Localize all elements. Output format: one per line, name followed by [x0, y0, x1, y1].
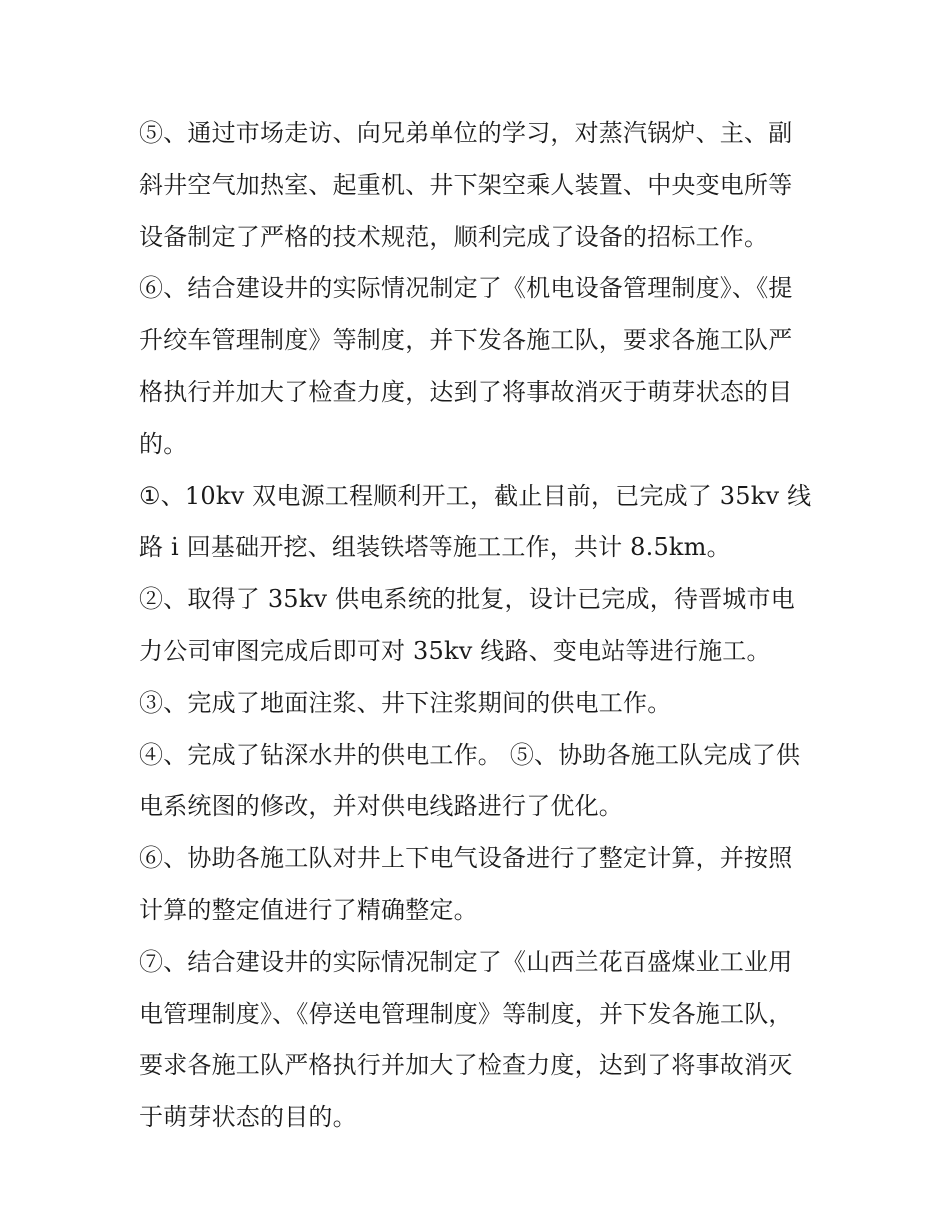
paragraph-equipment-tender: ⑤、通过市场走访、向兄弟单位的学习，对蒸汽锅炉、主、副斜井空气加热室、起重机、井下架空乘人装置、中央变电所等设备制定了严格的技术规范，顺利完成了设备的招标工作。 — [139, 119, 793, 251]
paragraph-dual-power-project: ①、10kv 双电源工程顺利开工，截止目前，已完成了 35kv 线路 i 回基础开挖、组装铁塔等施工工作，共计 8.5km。 — [139, 481, 812, 562]
paragraph-electrical-rules: ⑦、结合建设井的实际情况制定了《山西兰花百盛煤业工业用电管理制度》、《停送电管理制度》等制度，并下发各施工队，要求各施工队严格执行并加大了检查力度，达到了将事故消灭于萌芽状态的目的。 — [139, 947, 793, 1132]
document-body — [139, 108, 813, 1144]
paragraph-setting-calculation: ⑥、协助各施工队对井上下电气设备进行了整定计算，并按照计算的整定值进行了精确整定。 — [139, 844, 793, 924]
paragraph-deep-well-power: ④、完成了钻深水井的供电工作。 ⑤、协助各施工队完成了供电系统图的修改，并对供电线路进行了优化。 — [139, 740, 801, 821]
paragraph-grouting-power: ③、完成了地面注浆、井下注浆期间的供电工作。 — [139, 688, 672, 717]
paragraph-35kv-approval: ②、取得了 35kv 供电系统的批复，设计已完成，待晋城市电力公司审图完成后即可对 35kv 线路、变电站等进行施工。 — [139, 585, 795, 665]
paragraph-mechanical-rules: ⑥、结合建设井的实际情况制定了《机电设备管理制度》、《提升绞车管理制度》等制度，并下发各施工队，要求各施工队严格执行并加大了检查力度，达到了将事故消灭于萌芽状态的目的。 — [139, 274, 793, 458]
